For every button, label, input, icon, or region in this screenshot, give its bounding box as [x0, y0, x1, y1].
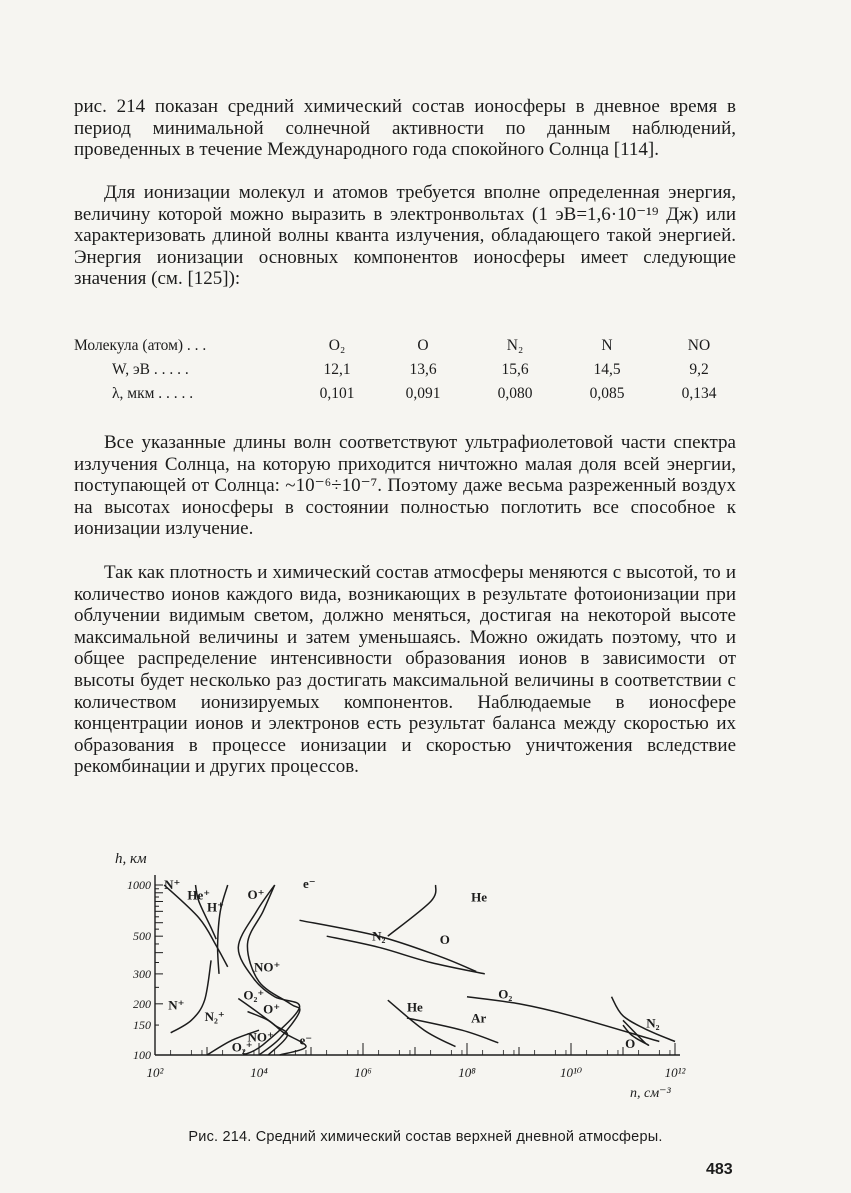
curve-label: NO⁺ — [253, 959, 281, 975]
curve-label: e⁻ — [302, 876, 316, 892]
table-cell: 15,6 — [501, 361, 529, 378]
curve-label: He — [471, 889, 488, 905]
y-axis-label: h, км — [115, 851, 147, 867]
curve-label: e⁻ — [299, 1032, 313, 1048]
y-tick-label: 300 — [133, 966, 151, 981]
chart-curve-labels — [164, 876, 659, 1054]
table-cell: O — [417, 337, 429, 354]
curve-label: O₂ — [498, 986, 513, 1002]
x-tick-label: 10⁸ — [458, 1065, 476, 1080]
curve-label: O — [439, 931, 450, 947]
chart-curves — [164, 885, 675, 1055]
curve-label: H⁺ — [207, 899, 224, 915]
y-tick-label: 1000 — [127, 878, 151, 892]
curve-label: O₂⁺ — [243, 987, 265, 1003]
page-number: 483 — [706, 1161, 733, 1178]
curve-label: N₂ — [372, 928, 386, 944]
x-tick-label: 10² — [146, 1065, 164, 1080]
x-tick-label: 10⁶ — [354, 1065, 372, 1080]
series-line — [388, 885, 436, 936]
series-line — [327, 936, 485, 974]
curve-label: NO⁺ — [247, 1029, 274, 1045]
paragraph-2: Для ионизации молекул и атомов требуется вполне определенная энергия, величину которой можно выразить в электронвольтах (1 эВ=1,6·10⁻¹⁹ Дж) или характеризовать длиной волны кванта излучения, обладающего такой энергией. Энергия ионизации основных компонентов ионосферы имеет следующие значения (см. [125]): — [74, 182, 736, 290]
x-tick-label: 10¹² — [664, 1065, 686, 1080]
curve-label: N₂⁺ — [204, 1009, 225, 1025]
figure-caption: Рис. 214. Средний химический состав верхней дневной атмосферы. — [188, 1129, 663, 1145]
table-cell: 13,6 — [409, 361, 437, 378]
curve-label: N⁺ — [164, 876, 181, 892]
ion-composition-chart — [110, 845, 710, 1120]
series-line — [612, 997, 676, 1042]
table-cell: O₂ — [328, 337, 346, 354]
table-cell: 0,091 — [405, 385, 441, 402]
curve-label: He⁺ — [187, 887, 211, 903]
curve-label: Ar — [471, 1010, 487, 1026]
series-line — [218, 885, 228, 974]
table-cell: 0,085 — [589, 385, 625, 402]
table-cell: 0,134 — [681, 385, 717, 402]
y-tick-label: 200 — [133, 996, 151, 1011]
y-tick-label: 150 — [133, 1018, 151, 1033]
curve-label: He — [406, 999, 423, 1015]
row-label: λ, мкм . . . . . — [112, 385, 194, 402]
table-row — [74, 358, 745, 382]
table-cell: 14,5 — [593, 361, 621, 378]
paragraph-4: Так как плотность и химический состав атмосферы меняются с высотой, то и количество ионов каждого вида, возникающих в результате фотоионизации при облучении видимым светом, должно меняться, достигая на некоторой высоте максимальной величины и затем уменьшаясь. Можно ожидать поэтому, что и общее распределение интенсивности образования ионов в зависимости от высоты будет несколько раз достигать максимальной величины в соответствии с количеством ионизируемых компонентов. Наблюдаемые в ионосфере концентрации ионов и электронов есть результат баланса между скоростью их образования в процессе ионизации и скоростью уничтожения вследствие рекомбинации и других процессов. — [74, 562, 736, 778]
curve-label: O⁺ — [263, 1001, 281, 1017]
x-tick-label: 10¹⁰ — [559, 1065, 583, 1080]
table-row — [74, 382, 745, 406]
curve-label: O₂⁺ — [231, 1039, 253, 1055]
x-axis-label: n, см⁻³ — [630, 1086, 671, 1101]
x-tick-label: 10⁴ — [250, 1065, 268, 1080]
y-tick-label: 500 — [133, 929, 151, 944]
paragraph-1: рис. 214 показан средний химический состав ионосферы в дневное время в период минимальной солнечной активности по данным наблюдений, проведенных в течение Международного года спокойного Солнца [114]. — [74, 96, 736, 161]
table-cell: 12,1 — [323, 361, 351, 378]
curve-label: N⁺ — [168, 997, 185, 1013]
table-cell: NO — [687, 337, 711, 354]
table-cell: 0,101 — [319, 385, 355, 402]
row-label: W, эВ . . . . . — [112, 361, 189, 378]
y-tick-label: 100 — [133, 1048, 151, 1062]
curve-label: N₂ — [646, 1015, 660, 1031]
curve-label: O⁺ — [247, 886, 265, 902]
table-row — [74, 334, 745, 358]
table-cell: 9,2 — [689, 361, 709, 378]
curve-label: O — [625, 1035, 636, 1051]
ionization-table — [74, 334, 745, 406]
table-cell: N₂ — [506, 337, 524, 354]
table-cell: 0,080 — [497, 385, 533, 402]
paragraph-3: Все указанные длины волн соответствуют ультрафиолетовой части спектра излучения Солнца, на которую приходится ничтожно малая доля всей энергии, поступающей от Солнца: ~10⁻⁶÷10⁻⁷. Поэтому даже весьма разреженный воздух на высотах ионосферы в состоянии полностью поглотить все способное к ионизации излучение. — [74, 432, 736, 540]
table-cell: N — [601, 337, 613, 354]
row-label: Молекула (атом) . . . — [74, 337, 207, 354]
